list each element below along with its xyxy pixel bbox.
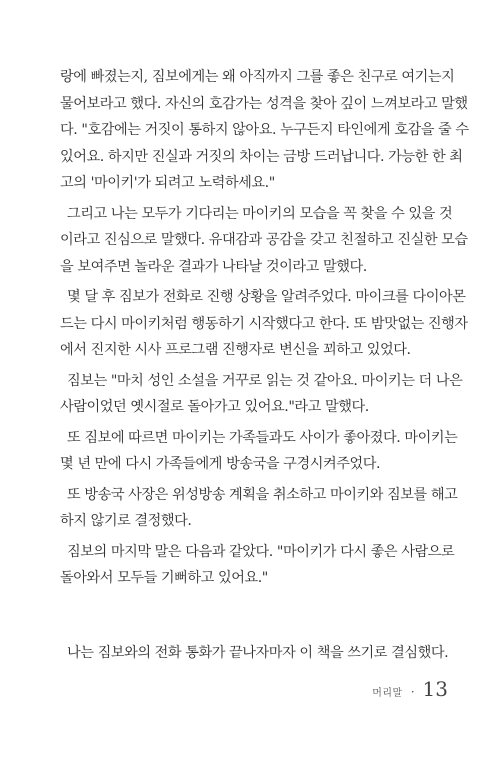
paragraph-1	[60, 64, 469, 197]
text-line: 에서 진지한 시사 프로그램 진행자로 변신을 꾀하고 있었다.	[60, 342, 411, 358]
page-number: 13	[422, 677, 448, 701]
paragraph-7	[60, 539, 455, 592]
running-head: 머리말	[372, 688, 403, 699]
paragraph-closing	[60, 640, 450, 667]
text-line: 물어보라고 했다. 자신의 호감가는 성격을 찾아 깊이 느껴보라고 말했	[60, 95, 468, 112]
text-line: 나는 짐보와의 전화 통화가 끝나자마자 이 책을 쓰기로 결심했다.	[67, 644, 449, 661]
text-line: 사람이었던 옛시절로 돌아가고 있어요."라고 말했다.	[60, 399, 369, 415]
section-break	[60, 592, 450, 640]
text-line: 몇 달 후 짐보가 전화로 진행 상황을 알려주었다. 마이크를 다이아몬	[67, 289, 466, 305]
text-line: 짐보의 마지막 말은 다음과 같았다. "마이키가 다시 좋은 사람으로	[67, 543, 455, 560]
text-line: 그리고 나는 모두가 기다리는 마이키의 모습을 꼭 찾을 수 있을 것	[67, 205, 453, 222]
paragraph-3	[60, 284, 468, 364]
paragraph-4	[60, 368, 463, 421]
text-line: 을 보여주면 놀라운 결과가 나타날 것이라고 말했다.	[60, 258, 367, 275]
page-body	[60, 64, 469, 666]
text-line: 드는 다시 마이키처럼 행동하기 시작했다고 한다. 또 밤맛없는 진행자	[60, 315, 468, 332]
text-line: 고의 '마이키'가 되려고 노력하세요."	[60, 175, 275, 191]
text-line: 몇 년 만에 다시 가족들에게 방송국을 구경시켜주었다.	[60, 456, 381, 472]
footer-separator: ·	[410, 685, 415, 699]
text-line: 다. "호감에는 거짓이 통하지 않아요. 누구든지 타인에게 호감을 줄 수	[60, 122, 469, 138]
paragraph-6	[60, 482, 458, 535]
text-line: 있어요. 하지만 진실과 거짓의 차이는 금방 드러납니다. 가능한 한 최	[60, 148, 463, 165]
text-line: 이라고 진심으로 말했다. 유대감과 공감을 갖고 친절하고 진실한 모습	[60, 232, 468, 248]
text-line: 또 방송국 사장은 위성방송 계획을 취소하고 마이키와 짐보를 해고	[67, 486, 458, 503]
page-footer	[372, 677, 448, 701]
text-line: 랑에 빠졌는지, 짐보에게는 왜 아직까지 그를 좋은 친구로 여기는지	[60, 69, 455, 85]
text-line: 또 짐보에 따르면 마이키는 가족들과도 사이가 좋아졌다. 마이키는	[67, 429, 458, 446]
text-line: 짐보는 "마치 성인 소설을 거꾸로 읽는 것 같아요. 마이키는 더 나은	[67, 372, 463, 389]
paragraph-5	[60, 425, 458, 478]
text-line: 돌아와서 모두들 기뻐하고 있어요."	[60, 570, 268, 586]
paragraph-2	[60, 201, 468, 281]
text-line: 하지 않기로 결정했다.	[60, 513, 192, 529]
